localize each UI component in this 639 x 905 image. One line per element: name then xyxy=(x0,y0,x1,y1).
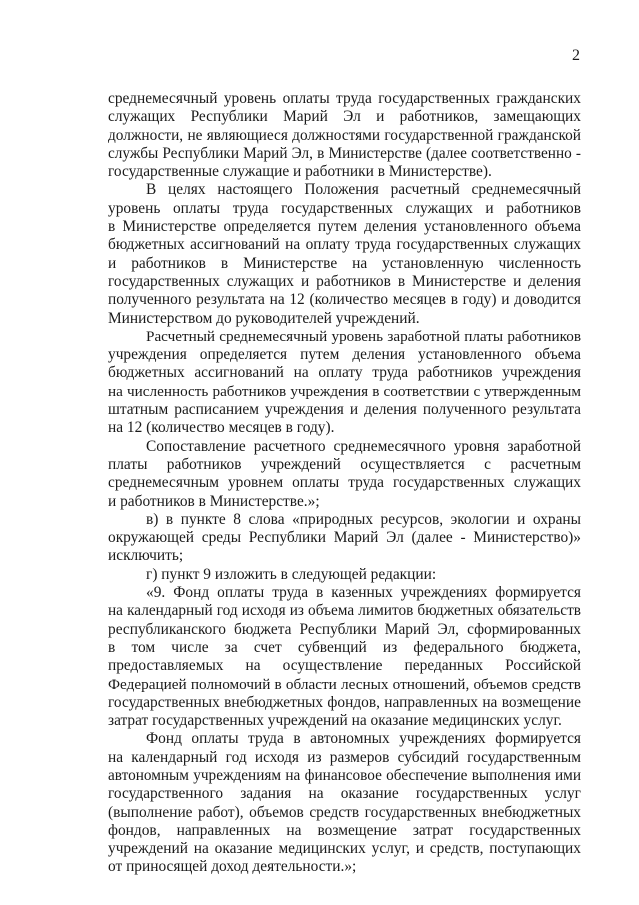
text-line: «9. Фонд оплаты труда в казенных учреждениях формируется xyxy=(146,584,581,602)
text-line: в) в пункте 8 слова «природных ресурсов, экологии и охраны xyxy=(146,510,581,528)
text-line: государственных внебюджетных фондов, направленных на возмещение xyxy=(108,693,581,711)
text-line: на календарный год исходя из размеров субсидий государственным xyxy=(108,748,581,766)
text-line: в Министерстве определяется путем деления установленного объема xyxy=(108,218,581,236)
text-line: и работников в Министерстве на установленную численность xyxy=(108,254,581,272)
page-number: 2 xyxy=(572,47,580,64)
text-line: республиканского бюджета Республики Марий Эл, сформированных xyxy=(108,620,581,638)
text-line: г) пункт 9 изложить в следующей редакции: xyxy=(146,565,437,583)
text-line: Сопоставление расчетного среднемесячного уровня заработной xyxy=(146,437,581,455)
text-line: автономным учреждениям на финансовое обеспечение выполнения ими xyxy=(108,766,581,784)
text-line: на численность работников учреждения в соответствии с утвержденным xyxy=(108,382,581,400)
text-line: Министерством до руководителей учреждений. xyxy=(108,309,420,327)
text-line: среднемесячным уровнем оплаты труда государственных служащих xyxy=(108,474,581,492)
text-line: Расчетный среднемесячный уровень заработной платы работников xyxy=(146,327,581,345)
text-line: должности, не являющиеся должностями государственной гражданской xyxy=(108,126,581,144)
text-line: предоставляемых на осуществление переданных Российской xyxy=(108,657,581,675)
text-line: (выполнение работ), объемов средств государственных внебюджетных xyxy=(108,803,581,821)
text-line: учреждений на оказание медицинских услуг, и средств, поступающих xyxy=(108,840,581,858)
text-line: Федерацией полномочий в области лесных отношений, объемов средств xyxy=(108,675,581,693)
text-line: среднемесячный уровень оплаты труда государственных гражданских xyxy=(108,90,581,107)
text-line: В целях настоящего Положения расчетный среднемесячный xyxy=(146,181,581,199)
document-body xyxy=(108,90,581,877)
text-line: на 12 (количество месяцев в году). xyxy=(108,419,335,437)
text-line: окружающей среды Республики Марий Эл (далее - Министерство)» xyxy=(108,529,581,547)
text-line: государственных служащих и работников в Министерстве и деления xyxy=(108,272,581,290)
text-line: на календарный год исходя из объема лимитов бюджетных обязательств xyxy=(108,602,581,620)
text-line: уровень оплаты труда государственных служащих и работников xyxy=(108,199,581,217)
text-line: в том числе за счет субвенций из федерального бюджета, xyxy=(108,638,581,656)
text-line: и работников в Министерстве.»; xyxy=(108,492,320,510)
text-line: служащих Республики Марий Эл и работников, замещающих xyxy=(108,108,581,126)
text-line: штатным расписанием учреждения и деления полученного результата xyxy=(108,401,581,419)
text-line: платы работников учреждений осуществляется с расчетным xyxy=(108,455,581,473)
text-line: полученного результата на 12 (количество месяцев в году) и доводится xyxy=(108,291,581,309)
text-line: исключить; xyxy=(108,547,184,565)
text-line: учреждения определяется путем деления установленного объема xyxy=(108,346,581,364)
text-line: бюджетных ассигнований на оплату труда государственных служащих xyxy=(108,236,581,254)
text-line: Фонд оплаты труда в автономных учреждениях формируется xyxy=(146,730,581,748)
text-line: затрат государственных учреждений на оказание медицинских услуг. xyxy=(108,712,562,730)
text-line: службы Республики Марий Эл, в Министерстве (далее соответственно - xyxy=(108,144,581,162)
text-line: государственного задания на оказание государственных услуг xyxy=(108,785,581,803)
text-line: от приносящей доход деятельности.»; xyxy=(108,858,357,876)
text-line: фондов, направленных на возмещение затрат государственных xyxy=(108,821,581,839)
text-line: бюджетных ассигнований на оплату труда работников учреждения xyxy=(108,364,581,382)
text-line: государственные служащие и работники в Министерстве). xyxy=(108,163,492,181)
